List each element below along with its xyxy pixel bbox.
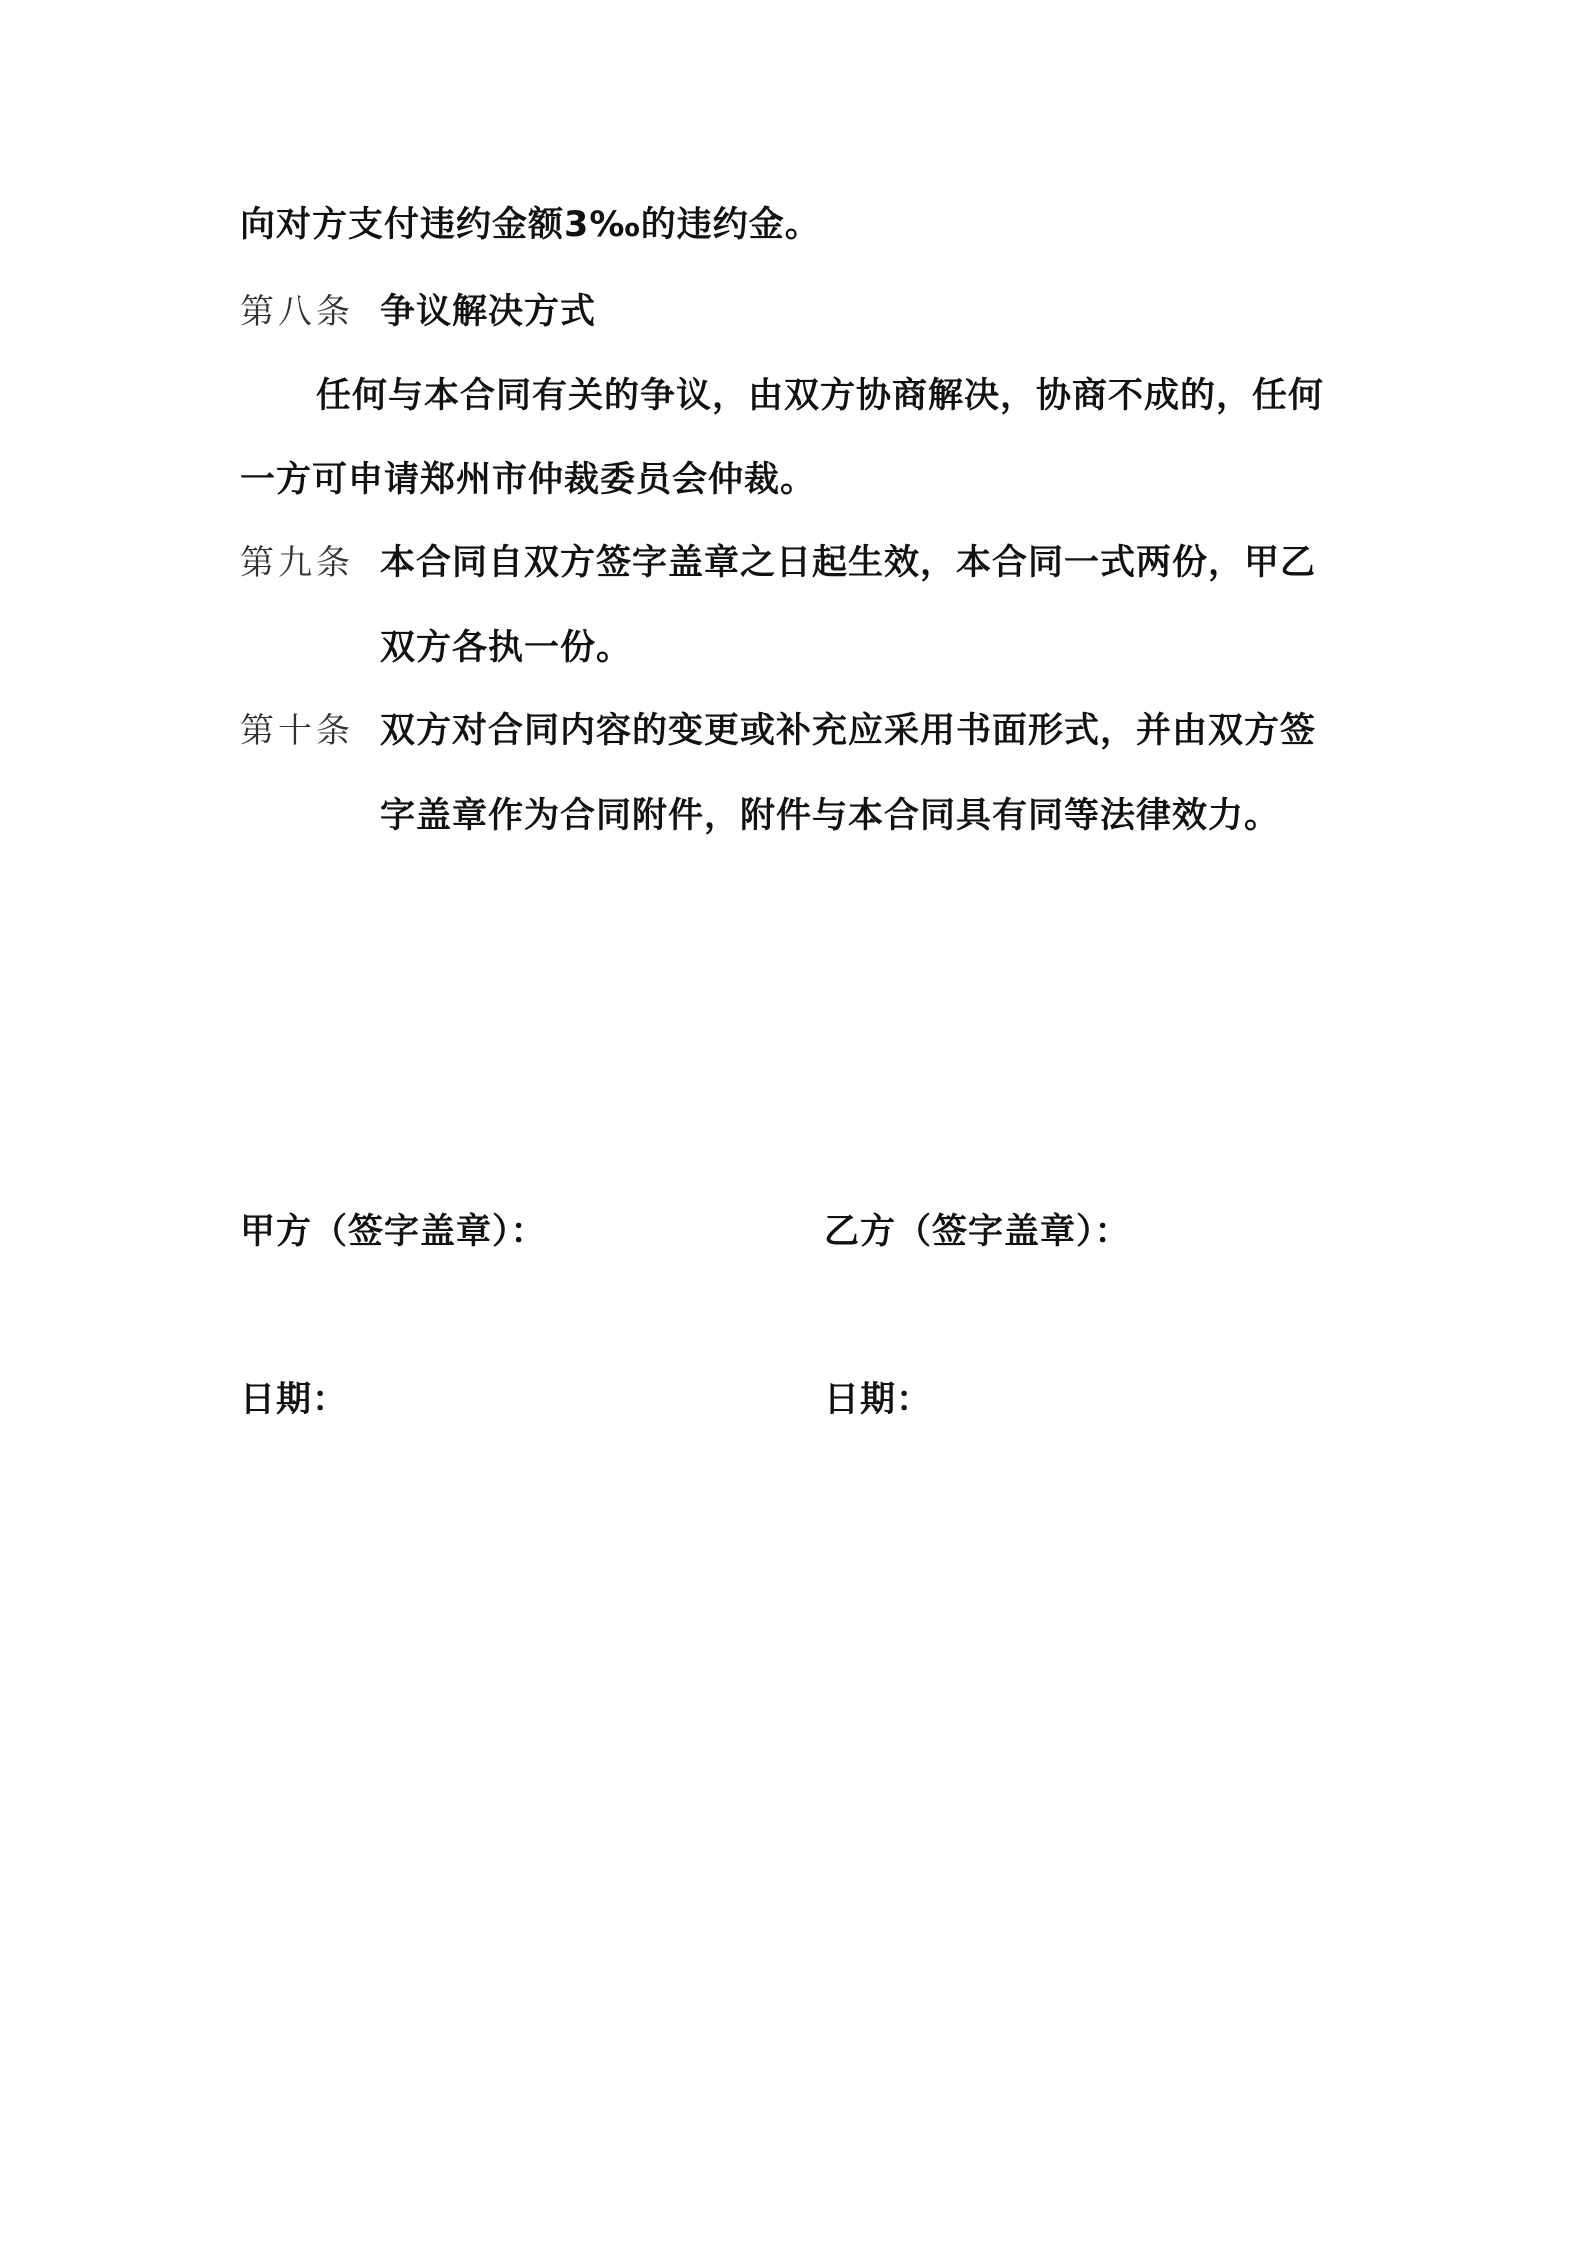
article-8-paragraph-line-2: 一方可申请郑州市仲裁委员会仲裁。 <box>240 460 817 500</box>
article-10-number: 第十条 <box>240 711 354 751</box>
article-8-number: 第八条 <box>240 292 354 332</box>
article-9-line-2: 双方各执一份。 <box>380 628 633 668</box>
party-b-signature-label: 乙方（签字盖章）： <box>824 1212 1131 1252</box>
party-a-signature-label: 甲方（签字盖章）： <box>240 1212 547 1252</box>
article-10-line-2: 字盖章作为合同附件，附件与本合同具有同等法律效力。 <box>380 796 1281 836</box>
carryover-text: 向对方支付违约金额3‰的违约金。 <box>240 205 821 245</box>
article-8-paragraph-line-1: 任何与本合同有关的争议，由双方协商解决，协商不成的，任何 <box>316 376 1325 416</box>
party-b-date-label: 日期： <box>824 1380 933 1420</box>
article-8-title: 争议解决方式 <box>380 292 597 332</box>
party-a-date-label: 日期： <box>240 1380 349 1420</box>
article-9-number: 第九条 <box>240 543 354 583</box>
article-9-line-1: 本合同自双方签字盖章之日起生效，本合同一式两份，甲乙 <box>380 543 1317 583</box>
article-10-line-1: 双方对合同内容的变更或补充应采用书面形式，并由双方签 <box>380 711 1317 751</box>
